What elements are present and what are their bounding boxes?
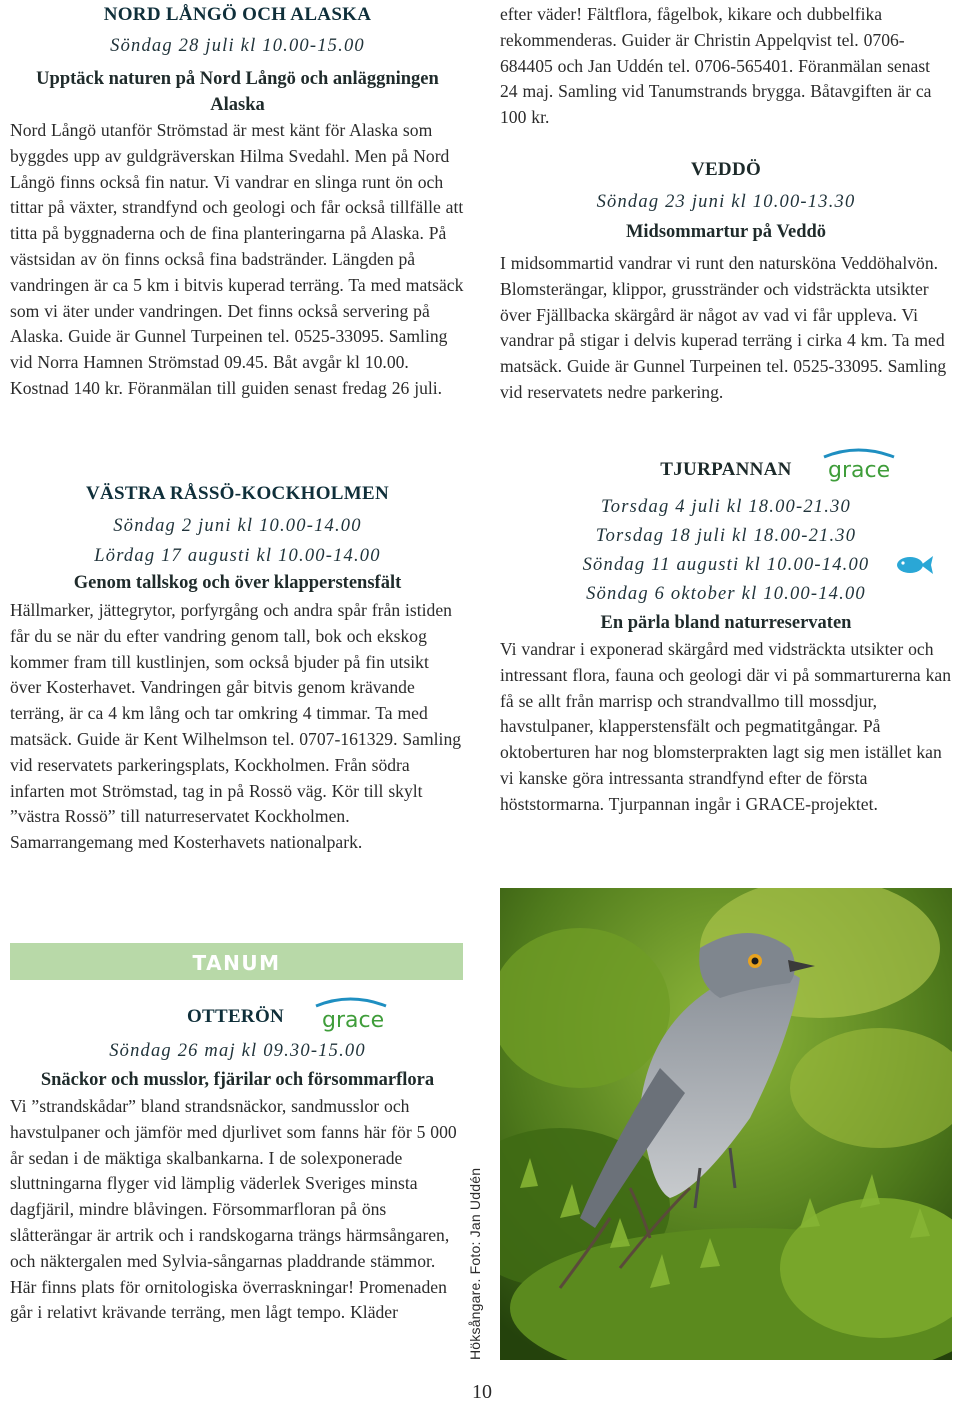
event-date: Torsdag 4 juli kl 18.00-21.30	[601, 497, 851, 517]
section-title: VÄSTRA RÅSSÖ-KOCKHOLMEN	[85, 483, 390, 504]
event-date: Söndag 23 juni kl 10.00-13.30	[596, 192, 856, 212]
grace-logo	[310, 996, 390, 1039]
event-date: Söndag 6 oktober kl 10.00-14.00	[586, 584, 866, 604]
tanum-region-banner: TANUM	[10, 943, 463, 980]
fish-icon	[896, 553, 934, 582]
event-description: I midsommartid vandrar vi runt den natursköna Veddöhalvön. Blomsterängar, klippor, grusstränder och vidsträckta utsikter över Fjällbacka skärgård är något av vad vi får uppleva. Vi vandrar på stigar i delvis kuperad terräng i cirka 4 km. Ta med matsäck. Guide är Gunnel Turpeinen tel. 0525-33095. Samling vid reservatets nedre parkering.	[500, 253, 947, 402]
date-list	[500, 493, 952, 609]
event-date: Söndag 28 juli kl 10.00-15.00	[110, 36, 365, 56]
event-subtitle: Midsommartur på Veddö	[625, 222, 827, 242]
photo-credit: Höksångare. Foto: Jan Uddén	[467, 1167, 483, 1360]
event-date: Torsdag 18 juli kl 18.00-21.30	[595, 526, 857, 546]
event-description-continued: efter väder! Fältflora, fågelbok, kikare och dubbelfika rekommenderas. Guider är Christin Appelqvist tel. 0706-684405 och Jan Uddén tel. 0706-565401. Föranmälan senast 24 maj. Samling vid Tanumstrands brygga. Båtavgiften är ca 100 kr.	[500, 4, 932, 128]
vastra-rasso-section	[10, 483, 465, 856]
section-title: TJURPANNAN	[660, 459, 792, 480]
tjurpannan-header	[500, 445, 952, 493]
otteron-continued	[500, 2, 952, 131]
grace-logo	[818, 447, 898, 490]
section-title: VEDDÖ	[690, 159, 762, 180]
event-subtitle: En pärla bland naturreservaten	[600, 613, 852, 633]
tjurpannan-section	[500, 445, 952, 818]
event-date: Söndag 11 augusti kl 10.00-14.00	[582, 555, 870, 575]
event-date: Söndag 26 maj kl 09.30-15.00	[109, 1041, 366, 1061]
event-subtitle: Genom tallskog och över klapperstensfält	[73, 573, 402, 593]
bird-photo	[500, 888, 952, 1360]
event-description: Vi ”strandskådar” bland strandsnäckor, sandmusslor och havstulpaner och jämför med djurlivet som fanns här för 5 000 år sedan i de mäktiga skalbankarna. I de solexponerade sluttningarna flyger vid lämplig väderlek Sveriges minsta dagfjäril, mindre blåvingen. Försommarfloran på öns slåtterängar är artrik och i randskogarna trängs härmsångaren, och näktergalen med Sylvia-sångarnas pladdrande stämmor. Här finns plats för ornitologiska överraskningar! Promenaden går i relativt krävande terräng, men lågt tempo. Kläder	[10, 1096, 457, 1323]
event-subtitle: Upptäck naturen på Nord Långö och anläggningen Alaska	[36, 69, 439, 115]
veddo-section	[500, 158, 952, 406]
page-number: 10	[472, 1381, 492, 1403]
event-description: Nord Långö utanför Strömstad är mest känt för Alaska som byggdes upp av guldgräverskan Hilma Svedahl. Men på Nord Långö finns också fin natur. Vi vandrar en slinga runt ön och tittar på växter, strandfynd och geologi och får också tillfälle att titta på byggnaderna och de fina planteringarna på Alaska. På västsidan av ön finns också fina badstränder. Längden på vandringen är ca 5 km i bitvis kuperad terräng. Ta med matsäck som vi äter under vandringen. Det finns också servering på Alaska. Guide är Gunnel Turpeinen tel. 0525-33095. Samling vid Norra Hamnen Strömstad 09.45. Båt avgår kl 10.00. Kostnad 140 kr. Föranmälan till guiden senast fredag 26 juli.	[10, 120, 464, 398]
event-description: Hällmarker, jättegrytor, porfyrgång och andra spår från istiden får du se när du efter vandring genom tall, bok och ekskog kommer fram till kustlinjen, som också bjuder på fin utsikt över Kosterhavet. Vandringen går bitvis genom krävande terräng, är ca 4 km lång och tar omkring 4 timmar. Ta med matsäck. Guide är Kent Wilhelmson tel. 0707-161329. Samling vid reservatets parkeringsplats, Kockholmen. Från södra infarten mot Strömstad, tag in på Rossö väg. Kör till skylt ”västra Rossö” till naturreservatet Kockholmen. Samarrangemang med Kosterhavets nationalpark.	[10, 600, 462, 853]
nord-lango-section	[10, 4, 465, 402]
event-subtitle: Snäckor och musslor, fjärilar och försommarflora	[40, 1070, 435, 1090]
event-date: Lördag 17 augusti kl 10.00-14.00	[94, 546, 381, 566]
event-date: Söndag 2 juni kl 10.00-14.00	[113, 516, 362, 536]
event-description: Vi vandrar i exponerad skärgård med vidsträckta utsikter och intressant flora, fauna och geologi där vi på sommarturerna kan få se allt från marrisp och strandvallmo till mossdjur, havstulpaner, klapperstensfält och pegmatitgångar. På oktoberturen har nog blomsterprakten lagt sig men istället kan vi kanske göra intressanta strandfynd efter de första höststormarna. Tjurpannan ingår i GRACE-projektet.	[500, 639, 952, 814]
section-title: NORD LÅNGÖ OCH ALASKA	[103, 4, 372, 25]
otteron-section	[10, 996, 465, 1326]
svg-text:grace: grace	[322, 1008, 385, 1033]
svg-text:grace: grace	[828, 458, 891, 483]
otteron-header	[10, 996, 465, 1036]
section-title: OTTERÖN	[186, 1006, 285, 1027]
